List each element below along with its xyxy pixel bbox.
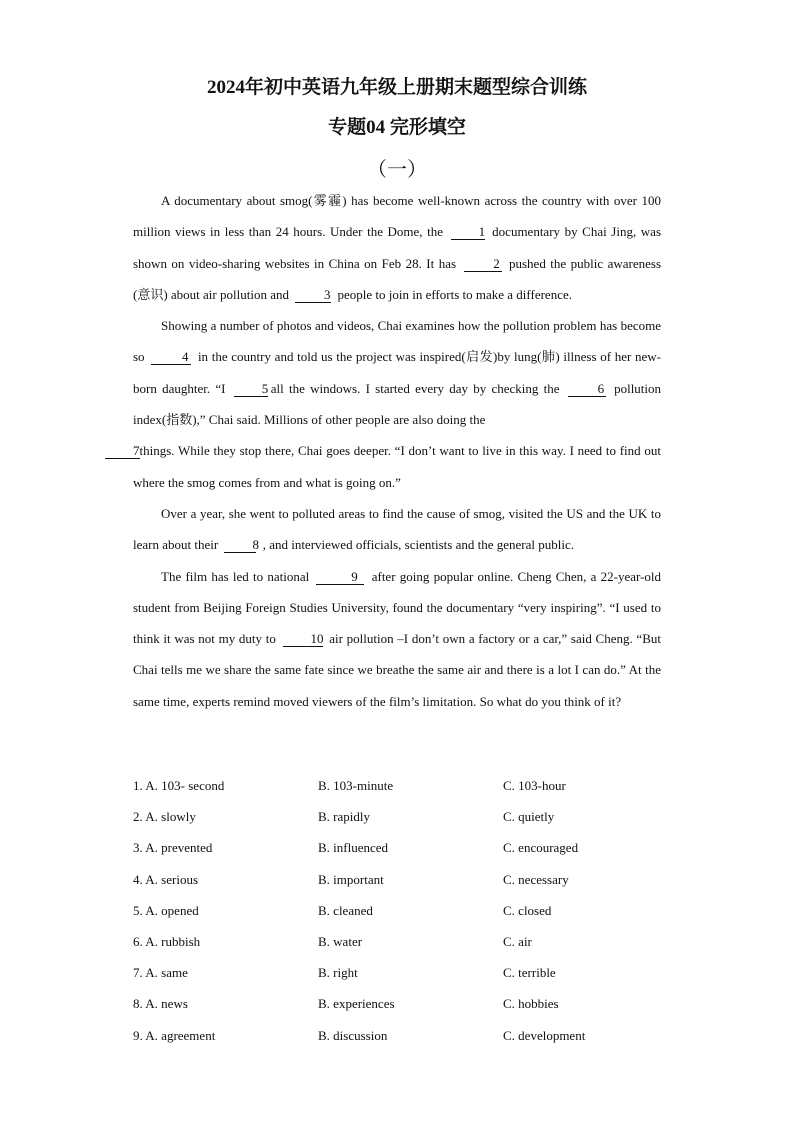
question-row [133, 778, 673, 809]
text-segment: Showing a number of photos and videos, Chai examines how the pollution problem has become so [133, 318, 661, 365]
option-b: B. right [318, 965, 358, 981]
option-c: C. closed [503, 902, 552, 918]
option-c: C. development [503, 1027, 586, 1043]
text-segment: The film has led to national [161, 568, 310, 584]
question-row [133, 840, 673, 871]
question-row [133, 996, 673, 1027]
text-segment: people to join in efforts to make a difference. [337, 286, 572, 302]
option-a: 8. A. news [133, 996, 188, 1012]
option-b: B. cleaned [318, 902, 373, 918]
option-a: 2. A. slowly [133, 809, 196, 825]
option-b: B. rapidly [318, 809, 370, 825]
option-a: 7. A. same [133, 965, 188, 981]
cloze-passage [133, 185, 661, 717]
option-b: B. experiences [318, 996, 395, 1012]
blank-4: 4 [151, 350, 191, 365]
blank-8: 8 [224, 538, 256, 553]
section-label: （一） [367, 159, 427, 181]
paragraph-2 [133, 310, 661, 498]
option-a: 9. A. agreement [133, 1027, 216, 1043]
option-c: C. quietly [503, 809, 555, 825]
question-row [133, 903, 673, 934]
option-b: B. 103-minute [318, 778, 394, 793]
option-b: B. important [318, 871, 384, 887]
option-b: B. discussion [318, 1027, 388, 1043]
option-c: C. air [503, 933, 532, 949]
blank-6: 6 [568, 382, 606, 397]
blank-1: 1 [451, 225, 485, 240]
text-segment: all the windows. I started every day by checking the [270, 380, 560, 396]
option-a: 1. A. 103- second [133, 778, 225, 793]
option-c: C. encouraged [503, 840, 579, 856]
option-c: C. hobbies [503, 996, 559, 1012]
option-b: B. influenced [318, 840, 389, 856]
document-title: 2024年初中英语九年级上册期末题型综合训练 [206, 77, 587, 98]
option-c: C. 103-hour [503, 778, 566, 793]
option-b: B. water [318, 933, 363, 949]
text-segment: Over a year, she went to polluted areas to find the cause of smog, visited the US and the UK to learn about their [133, 505, 661, 553]
answer-options [133, 778, 673, 1059]
question-row [133, 872, 673, 903]
option-c: C. necessary [503, 871, 569, 887]
text-segment: , and interviewed officials, scientists and the general public. [262, 537, 574, 553]
blank-2: 2 [464, 257, 502, 272]
document-subtitle: 专题04 完形填空 [328, 117, 466, 138]
blank-7: 7 [105, 444, 140, 459]
blank-3: 3 [295, 288, 331, 303]
question-row [133, 1028, 673, 1059]
option-c: C. terrible [503, 965, 556, 981]
text-segment: in the country and told us the project was inspired(启发)by lung(肺) illness of her new-born daughter. “I [133, 349, 662, 396]
option-a: 6. A. rubbish [133, 933, 201, 949]
text-segment: documentary by Chai Jing, was shown on video-sharing websites in China on Feb 28. It has [133, 224, 662, 271]
paragraph-4 [133, 561, 661, 717]
text-segment: after going popular online. Cheng Chen, a 22-year-old student from Beijing Foreign Studies University, found the documentary “very inspiring”. “I used to think it was not my duty to [133, 568, 662, 647]
option-a: 5. A. opened [133, 902, 199, 918]
question-row [133, 934, 673, 965]
text-segment: A documentary about smog(雾霾) has become well-known across the country with over 100 million views in less than 24 hours. Under the Dome, the [133, 193, 661, 240]
blank-5: 5 [234, 382, 268, 397]
question-row [133, 809, 673, 840]
text-segment: pushed the public awareness (意识) about air pollution and [133, 255, 662, 302]
paragraph-3 [133, 498, 661, 561]
text-segment: things. While they stop there, Chai goes deeper. “I don’t want to live in this way. I need to find out where the smog comes from and what is going on.” [133, 443, 661, 490]
question-row [133, 965, 673, 996]
blank-10: 10 [283, 632, 323, 647]
option-a: 3. A. prevented [133, 840, 213, 856]
blank-9: 9 [316, 570, 364, 585]
text-segment: pollution index(指数),” Chai said. Millions of other people are also doing the [133, 380, 662, 428]
paragraph-1 [133, 185, 661, 310]
text-segment: air pollution –I don’t own a factory or a car,” said Cheng. “But Chai tells me we share the same fate since we breathe the same air and there is a lot I can do.” At the same time, experts remind moved viewers of the film’s limitation. So what do you think of it? [133, 631, 661, 709]
option-a: 4. A. serious [133, 871, 198, 887]
